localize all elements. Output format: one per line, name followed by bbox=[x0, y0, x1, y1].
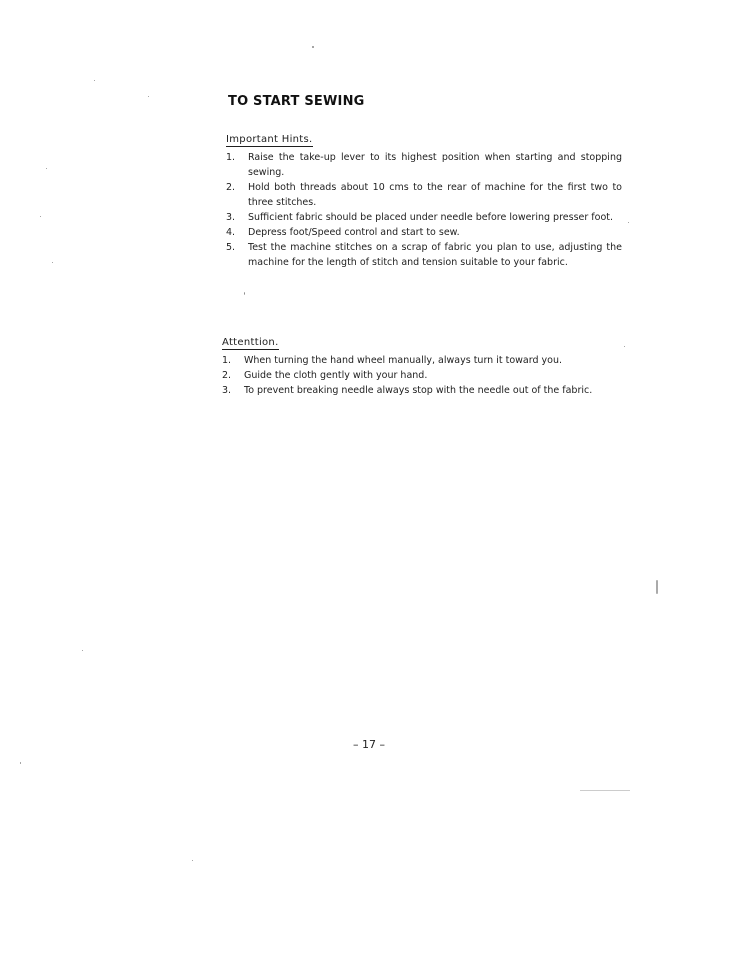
item-number: 2. bbox=[222, 370, 232, 381]
item-text: To prevent breaking needle always stop with the needle out of the fabric. bbox=[244, 385, 593, 396]
scan-speck bbox=[40, 216, 41, 217]
list-item bbox=[222, 383, 618, 398]
list-item bbox=[226, 180, 622, 210]
scan-speck bbox=[82, 650, 83, 651]
list-item bbox=[222, 368, 618, 383]
item-number: 5. bbox=[226, 242, 236, 253]
scan-speck bbox=[628, 222, 629, 223]
item-number: 3. bbox=[222, 385, 232, 396]
important-hints-section bbox=[226, 127, 622, 270]
item-text: Depress foot/Speed control and start to sew. bbox=[248, 227, 460, 238]
item-text: Sufficient fabric should be placed under needle before lowering presser foot. bbox=[248, 212, 614, 223]
scan-speck bbox=[148, 96, 149, 97]
list-item bbox=[226, 210, 622, 225]
item-number: 4. bbox=[226, 227, 236, 238]
page-number: – 17 – bbox=[353, 738, 385, 751]
page-title: TO START SEWING bbox=[228, 94, 365, 109]
important-hints-list bbox=[226, 150, 622, 270]
important-hints-heading: Important Hints. bbox=[226, 134, 313, 145]
item-text: Guide the cloth gently with your hand. bbox=[244, 370, 428, 381]
attention-section bbox=[222, 330, 618, 398]
scan-speck bbox=[192, 860, 193, 861]
attention-heading: Attenttion. bbox=[222, 337, 279, 348]
list-item bbox=[222, 353, 618, 368]
item-text: Test the machine stitches on a scrap of fabric you plan to use, adjusting the machine for the length of stitch and tension suitable to your fabric. bbox=[248, 242, 622, 268]
scan-speck bbox=[46, 168, 47, 169]
item-text: When turning the hand wheel manually, always turn it toward you. bbox=[244, 355, 563, 366]
list-item bbox=[226, 225, 622, 240]
item-text: Raise the take-up lever to its highest position when starting and stopping sewing. bbox=[248, 152, 622, 178]
list-item bbox=[226, 150, 622, 180]
attention-list bbox=[222, 353, 618, 398]
item-text: Hold both threads about 10 cms to the rear of machine for the first two to three stitches. bbox=[248, 182, 622, 208]
scan-speck bbox=[312, 46, 314, 48]
item-number: 1. bbox=[222, 355, 232, 366]
item-number: 3. bbox=[226, 212, 236, 223]
scan-speck bbox=[580, 790, 630, 791]
scan-speck bbox=[94, 80, 95, 81]
scan-speck bbox=[656, 580, 658, 594]
scan-speck bbox=[244, 292, 245, 295]
item-number: 2. bbox=[226, 182, 236, 193]
list-item bbox=[226, 240, 622, 270]
scan-speck bbox=[52, 262, 53, 263]
scan-speck bbox=[20, 762, 21, 764]
item-number: 1. bbox=[226, 152, 236, 163]
scan-speck bbox=[624, 346, 625, 347]
